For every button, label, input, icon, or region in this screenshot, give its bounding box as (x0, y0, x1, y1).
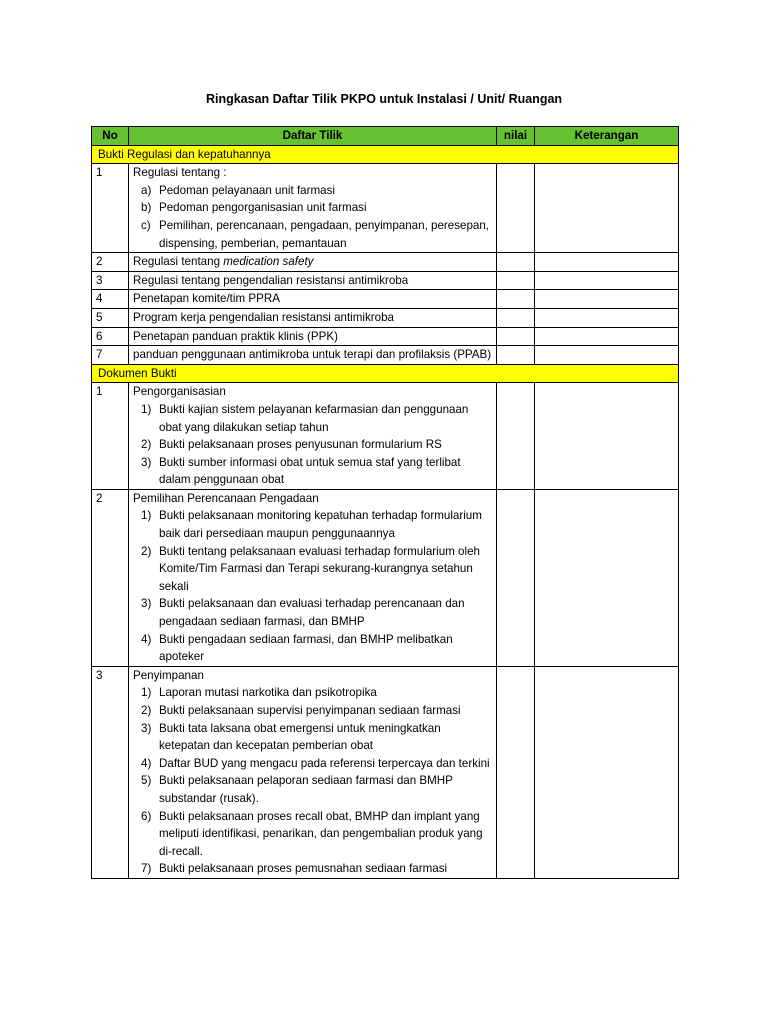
score-cell[interactable] (497, 346, 535, 365)
sub-list-text: Daftar BUD yang mengacu pada referensi terpercaya dan terkini (159, 756, 490, 770)
row-item-text: Program kerja pengendalian resistansi antimikroba (133, 310, 394, 324)
table-row (92, 271, 679, 290)
sub-list-text: Bukti pelaksanaan dan evaluasi terhadap perencanaan dan pengadaan sediaan farmasi, dan BMHP (159, 597, 465, 629)
row-number: 3 (92, 666, 129, 878)
score-cell[interactable] (497, 383, 535, 490)
sub-list-marker: 2) (141, 704, 152, 717)
sub-list-item (133, 755, 492, 773)
score-cell[interactable] (497, 308, 535, 327)
note-cell[interactable] (535, 290, 679, 309)
sub-list-text: Bukti pelaksanaan proses penyusunan formularium RS (159, 438, 442, 452)
sub-list-item (133, 684, 492, 702)
sub-list-text: Bukti pelaksanaan proses pemusnahan sediaan farmasi (159, 862, 448, 876)
sub-list (133, 684, 492, 878)
row-item (129, 346, 497, 365)
sub-list-item (133, 507, 492, 542)
sub-list-text: Bukti tentang pelaksanaan evaluasi terhadap formularium oleh Komite/Tim Farmasi dan Terapi sekurang-kurangnya setahun sekali (159, 544, 480, 593)
sub-list-marker: 1) (141, 402, 152, 416)
row-item-text: Pengorganisasian (133, 385, 226, 399)
sub-list-text: Bukti pelaksanaan proses recall obat, BMHP dan implant yang meliputi identifikasi, penarikan, dan pengembalian produk yang di-recall. (159, 809, 483, 858)
row-item (129, 666, 497, 878)
row-item-text: Penetapan komite/tim PPRA (133, 292, 280, 306)
score-cell[interactable] (497, 271, 535, 290)
sub-list-marker: 4) (141, 632, 152, 646)
note-cell[interactable] (535, 327, 679, 346)
table-row (92, 308, 679, 327)
score-cell[interactable] (497, 164, 535, 253)
row-item-text: Regulasi tentang : (133, 166, 227, 180)
sub-list-marker: b) (141, 201, 152, 215)
table-row (92, 327, 679, 346)
score-cell[interactable] (497, 290, 535, 309)
sub-list-item (133, 436, 492, 454)
row-number: 5 (92, 308, 129, 327)
row-number: 2 (92, 253, 129, 272)
table-row (92, 164, 679, 253)
section-label: Bukti Regulasi dan kepatuhannya (92, 145, 679, 164)
document-title: Ringkasan Daftar Tilik PKPO untuk Instalasi / Unit/ Ruangan (205, 92, 563, 106)
sub-list-text: Bukti tata laksana obat emergensi untuk meningkatkan ketepatan dan kecepatan pemberian obat (159, 721, 441, 753)
section-row (92, 145, 679, 164)
table-body (92, 145, 679, 878)
sub-list-item (133, 454, 492, 489)
sub-list-text: Bukti pengadaan sediaan farmasi, dan BMHP melibatkan apoteker (159, 632, 453, 664)
checklist-table (91, 126, 679, 879)
sub-list-item (133, 720, 492, 755)
header-keterangan: Keterangan (535, 127, 679, 146)
score-cell[interactable] (497, 253, 535, 272)
row-number: 1 (92, 383, 129, 490)
table-row (92, 290, 679, 309)
score-cell[interactable] (497, 327, 535, 346)
row-item-text: Pemilihan Perencanaan Pengadaan (133, 491, 319, 505)
row-item (129, 489, 497, 666)
sub-list-item (133, 595, 492, 630)
note-cell[interactable] (535, 308, 679, 327)
sub-list-marker: 2) (141, 544, 152, 558)
row-item-italic: medication safety (223, 255, 314, 269)
row-item (129, 290, 497, 309)
sub-list-marker: 3) (141, 721, 152, 735)
sub-list-marker: a) (141, 183, 152, 197)
sub-list-text: Bukti pelaksanaan monitoring kepatuhan terhadap formularium baik dari persediaan maupun penggunaannya (159, 509, 482, 541)
row-item (129, 383, 497, 490)
header-nilai: nilai (497, 127, 535, 146)
row-number: 2 (92, 489, 129, 666)
sub-list-text: Pemilihan, perencanaan, pengadaan, penyimpanan, peresepan, dispensing, pemberian, pemantauan (159, 218, 490, 250)
sub-list-item (133, 631, 492, 666)
table-row (92, 666, 679, 878)
row-item (129, 164, 497, 253)
sub-list-item (133, 772, 492, 807)
table-row (92, 346, 679, 365)
row-number: 1 (92, 164, 129, 253)
row-number: 6 (92, 327, 129, 346)
row-item-text: panduan penggunaan antimikroba untuk terapi dan profilaksis (PPAB) (133, 348, 492, 362)
sub-list-text: Pedoman pengorganisasian unit farmasi (159, 201, 367, 215)
row-item (129, 271, 497, 290)
sub-list (133, 401, 492, 489)
sub-list-text: Bukti pelaksanaan supervisi penyimpanan sediaan farmasi (159, 704, 461, 717)
sub-list-item (133, 808, 492, 861)
sub-list-item (133, 860, 492, 878)
row-item-text: Penyimpanan (133, 668, 204, 682)
row-item-text: Regulasi tentang medication safety (133, 255, 314, 269)
row-item (129, 308, 497, 327)
sub-list-marker: 5) (141, 774, 152, 788)
score-cell[interactable] (497, 489, 535, 666)
header-daftar-tilik: Daftar Tilik (129, 127, 497, 146)
sub-list (133, 507, 492, 665)
row-item (129, 253, 497, 272)
table-row (92, 253, 679, 272)
note-cell[interactable] (535, 164, 679, 253)
sub-list-item (133, 543, 492, 596)
sub-list-item (133, 401, 492, 436)
note-cell[interactable] (535, 666, 679, 878)
row-number: 3 (92, 271, 129, 290)
table-row (92, 489, 679, 666)
sub-list-marker: 4) (141, 756, 152, 770)
note-cell[interactable] (535, 253, 679, 272)
table-row (92, 383, 679, 490)
row-number: 7 (92, 346, 129, 365)
note-cell[interactable] (535, 346, 679, 365)
score-cell[interactable] (497, 666, 535, 878)
sub-list-item (133, 217, 492, 252)
sub-list-text: Bukti kajian sistem pelayanan kefarmasian dan penggunaan obat yang dilakukan setiap tahun (159, 402, 469, 434)
sub-list-text: Laporan mutasi narkotika dan psikotropika (159, 686, 377, 700)
sub-list-marker: 6) (141, 809, 152, 823)
sub-list-text: Bukti sumber informasi obat untuk semua staf yang terlibat dalam penggunaan obat (159, 455, 461, 487)
sub-list-item (133, 182, 492, 200)
sub-list-marker: c) (141, 218, 151, 232)
note-cell[interactable] (535, 489, 679, 666)
note-cell[interactable] (535, 383, 679, 490)
sub-list-marker: 3) (141, 455, 152, 469)
row-item-text: Penetapan panduan praktik klinis (PPK) (133, 329, 338, 343)
sub-list-marker: 1) (141, 686, 152, 700)
sub-list-item (133, 702, 492, 720)
sub-list-marker: 1) (141, 509, 152, 523)
sub-list-text: Pedoman pelayanaan unit farmasi (159, 183, 335, 197)
sub-list-marker: 3) (141, 597, 152, 611)
note-cell[interactable] (535, 271, 679, 290)
sub-list-text: Bukti pelaksanaan pelaporan sediaan farmasi dan BMHP substandar (rusak). (159, 774, 453, 805)
sub-list-marker: 7) (141, 862, 152, 876)
section-row (92, 364, 679, 383)
section-label: Dokumen Bukti (92, 364, 679, 383)
row-item-text: Regulasi tentang pengendalian resistansi antimikroba (133, 273, 409, 287)
sub-list (133, 182, 492, 252)
sub-list-item (133, 199, 492, 217)
row-item (129, 327, 497, 346)
header-no: No (92, 127, 129, 146)
row-number: 4 (92, 290, 129, 309)
sub-list-marker: 2) (141, 438, 152, 452)
table-header-row (92, 127, 679, 146)
